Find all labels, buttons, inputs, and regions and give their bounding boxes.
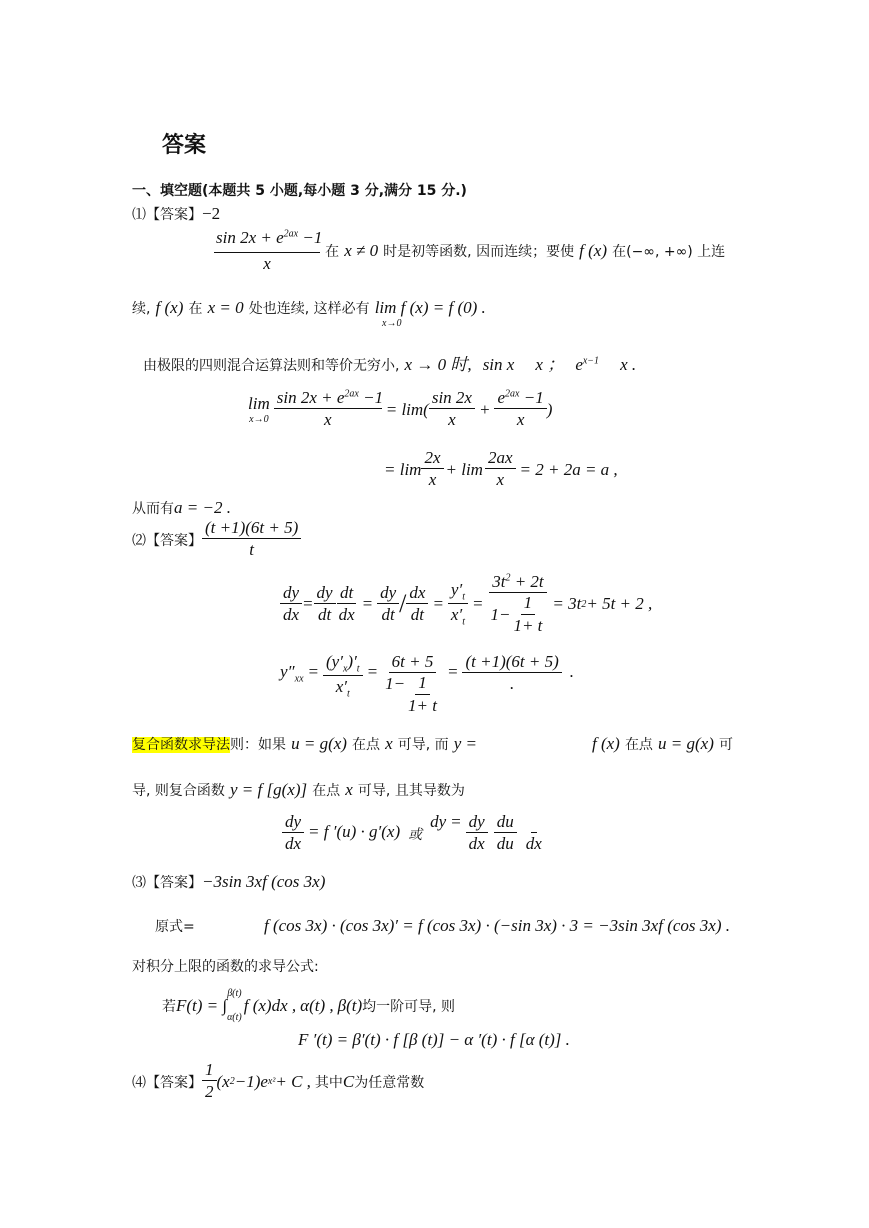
q1-fraction: $\frac{\sin 2x + e^{2ax} -1}{x}$ [216, 228, 323, 274]
q2-first-derivative: $\frac{dy}{dx}$ = $\frac{dy}{dt}$ $\frac{dt}{dx}$ = $\frac{dy}{dt}$ / $\frac{dx}{dt}$ = $\frac{y'_t}{x'_t}$ = $3t^2 + 2t$ 1− $\frac{1}{1+ t}$ = 3t 2 + 5t + 2 , [280, 572, 652, 637]
chain-rule-line2: 导, 则复合函数 y = f [g(x)] 在点 x 可导, 且其导数为 [132, 780, 465, 799]
q1-lim-sub: x→0 [382, 318, 402, 329]
q3-solution-math: f (cos 3x) · (cos 3x)′ = f (cos 3x) · (−sin 3x) · 3 = −3sin 3xf (cos 3x) . [264, 916, 730, 935]
q1-label: ⑴ [132, 207, 146, 223]
q1-limit-equation: lim x→0 $\frac{\sin 2x + e^{2ax} -1}{x}$ = lim( sin 2x x + $\frac{e^{2ax} -1}{x}$ ) [248, 388, 553, 430]
q1-limit-result: = lim 2x x + lim $\frac{2ax}{x}$ = 2 + 2a = a , [384, 448, 618, 490]
q1-answer: −2 [202, 204, 221, 223]
q2-second-derivative: $y''_{xx}$ = $\frac{(y'_x)'_t}{x'_t}$ = 6t + 5 1− $\frac{1}{1+ t}$ = (t +1)(6t + 5) . . [280, 652, 575, 715]
q3-integral-formula: 若 F(t) = ∫ β(t) α(t) f (x)dx , α(t) , β(t) 均一阶可导, 则 [162, 988, 456, 1023]
chain-rule-line-end: f (x) 在点 u = g(x) 可 [592, 734, 733, 753]
q2-answer-line: ⑵ 【答案】 (t +1)(6t + 5) t [132, 518, 301, 561]
q3-derivative-formula: F ′(t) = β′(t) · f [β (t)] − α ′(t) · f [α (t)] . [298, 1030, 570, 1049]
q1-statement: $\frac{\sin 2x + e^{2ax} -1}{x}$ 在 x ≠ 0 时是初等函数, 因而连续；要使 f (x) 在(−∞, +∞) 上连 [214, 228, 725, 275]
q1-conclusion: 从而有a = −2 . [132, 498, 231, 517]
chain-rule-line: 复合函数求导法则：如果 u = g(x) 在点 x 可导, 而 y = [132, 734, 478, 753]
q1-rule-line: 由极限的四则混合运算法则和等价无穷小, x → 0 时, sin x x ； $e^{x-1}$ x . [143, 355, 637, 374]
q1-continuity-line: 续, f (x) 在 x = 0 处也连续, 这样必有 lim f (x) = f (0) . [132, 298, 486, 317]
q1-answer-line [132, 204, 220, 224]
q4-answer-line: ⑷ 【答案】 1 2 (x 2 −1)e x² + C , 其中 C 为任意常数 [132, 1060, 425, 1102]
chain-rule-highlight: 复合函数求导法 [132, 737, 230, 753]
q3-formula-title: 对积分上限的函数的求导公式: [132, 959, 319, 975]
section-heading: 一、填空题(本题共 5 小题,每小题 3 分,满分 15 分.) [132, 183, 467, 199]
q1-answer-tag: 【答案】 [146, 207, 202, 223]
q3-answer-line: ⑶【答案】−3sin 3xf (cos 3x) [132, 872, 326, 891]
q3-solution: 原式= [155, 919, 195, 935]
page-title: 答案 [162, 133, 207, 158]
chain-rule-formula: $\frac{dy}{dx}$ = f ′(u) · g′(x) 或 dy = $\frac{dy}{dx}$ du du dx [282, 812, 545, 855]
